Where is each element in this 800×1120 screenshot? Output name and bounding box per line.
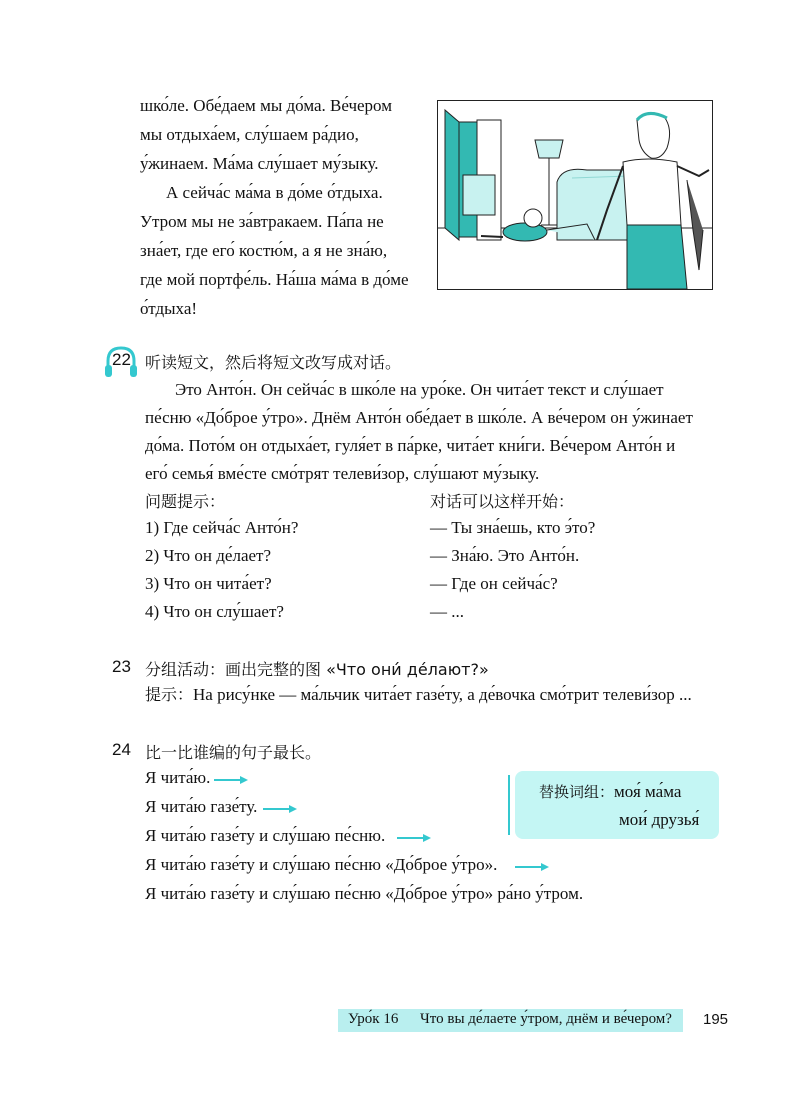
reading-line: у́жинаем. Ма́ма слу́шает му́зыку. <box>140 154 379 173</box>
arrow-right-icon <box>263 804 297 814</box>
hint-label: 提示： <box>145 685 194 704</box>
hint-line <box>145 682 692 708</box>
arrow-right-icon <box>397 833 431 843</box>
hint-text: На рису́нке — ма́льчик чита́ет газе́ту, а де́вочка смо́трит телеви́зор ... <box>193 685 692 704</box>
sentence-item: Я чита́ю газе́ту и слу́шаю пе́сню «До́брое у́тро». <box>145 855 498 874</box>
text-line: его́ семья́ вме́сте смо́трят телеви́зор, слу́шают му́зыку. <box>145 464 540 483</box>
questions-header: 问题提示： <box>145 492 226 511</box>
dialog-line: — ... <box>430 602 464 621</box>
text-line: пе́сню «До́брое у́тро». Днём Анто́н обе́дает в шко́ле. А ве́чером он у́жинает <box>145 408 693 427</box>
exercise-number: 23 <box>112 657 131 676</box>
sentence-item: Я чита́ю газе́ту и слу́шаю пе́сню «До́брое у́тро» ра́но у́тром. <box>145 884 584 903</box>
footer-title: Что вы де́лаете у́тром, днём и ве́чером? <box>420 1011 672 1027</box>
reading-line: Утром мы не за́втракаем. Па́па не <box>140 212 384 231</box>
substitution-line <box>539 780 681 804</box>
text-line: до́ма. Пото́м он отдыха́ет, гуля́ет в па́рке, чита́ет кни́ги. Ве́чером Анто́н и <box>145 436 676 455</box>
substitution-label: 替换词组： <box>539 783 615 801</box>
exercise-number: 22 <box>112 350 131 369</box>
sentence-item: Я чита́ю газе́ту. <box>145 797 258 816</box>
exercise-number: 24 <box>112 740 131 759</box>
sentence-item: Я чита́ю газе́ту и слу́шаю пе́сню. <box>145 826 386 845</box>
substitution-box <box>515 771 719 839</box>
reading-line: о́тдыха! <box>140 299 198 318</box>
text-line: Это Анто́н. Он сейча́с в шко́ле на уро́ке. Он чита́ет текст и слу́шает <box>175 380 664 399</box>
box-accent-bar <box>508 775 510 835</box>
exercise-instruction: 比一比谁编的句子最长。 <box>145 743 322 762</box>
reading-line: зна́ет, где его́ костю́м, а я не зна́ю, <box>140 241 388 260</box>
reading-line: А сейча́с ма́ма в до́ме о́тдыха. <box>166 183 383 202</box>
reading-line: мы отдыха́ем, слу́шаем ра́дио, <box>140 125 359 144</box>
question-item: 1) Где сейча́с Анто́н? <box>145 518 299 537</box>
dialog-header: 对话可以这样开始： <box>430 492 575 511</box>
reading-line: где мой портфе́ль. На́ша ма́ма в до́ме <box>140 270 409 289</box>
substitution-item: мои́ друзья́ <box>619 810 700 829</box>
footer-lesson: Уро́к 16 <box>348 1011 399 1027</box>
question-item: 3) Что он чита́ет? <box>145 574 272 593</box>
arrow-right-icon <box>214 775 248 785</box>
exercise-instruction: 听读短文，然后将短文改写成对话。 <box>145 353 402 372</box>
exercise-instruction: 分组活动：画出完整的图 «Что они́ де́лают?» <box>145 660 489 679</box>
arrow-right-icon <box>515 862 549 872</box>
dialog-line: — Где он сейча́с? <box>430 574 558 593</box>
wardrobe-icon <box>445 110 501 240</box>
dialog-line: — Зна́ю. Это Анто́н. <box>430 546 580 565</box>
page-number: 195 <box>703 1011 729 1028</box>
question-item: 2) Что он де́лает? <box>145 546 272 565</box>
dialog-line: — Ты зна́ешь, кто э́то? <box>430 518 596 537</box>
question-item: 4) Что он слу́шает? <box>145 602 284 621</box>
sentence-item: Я чита́ю. <box>145 768 211 787</box>
family-room-illustration <box>437 100 713 290</box>
reading-line: шко́ле. Обе́даем мы до́ма. Ве́чером <box>140 96 392 115</box>
substitution-item: моя́ ма́ма <box>614 782 682 801</box>
